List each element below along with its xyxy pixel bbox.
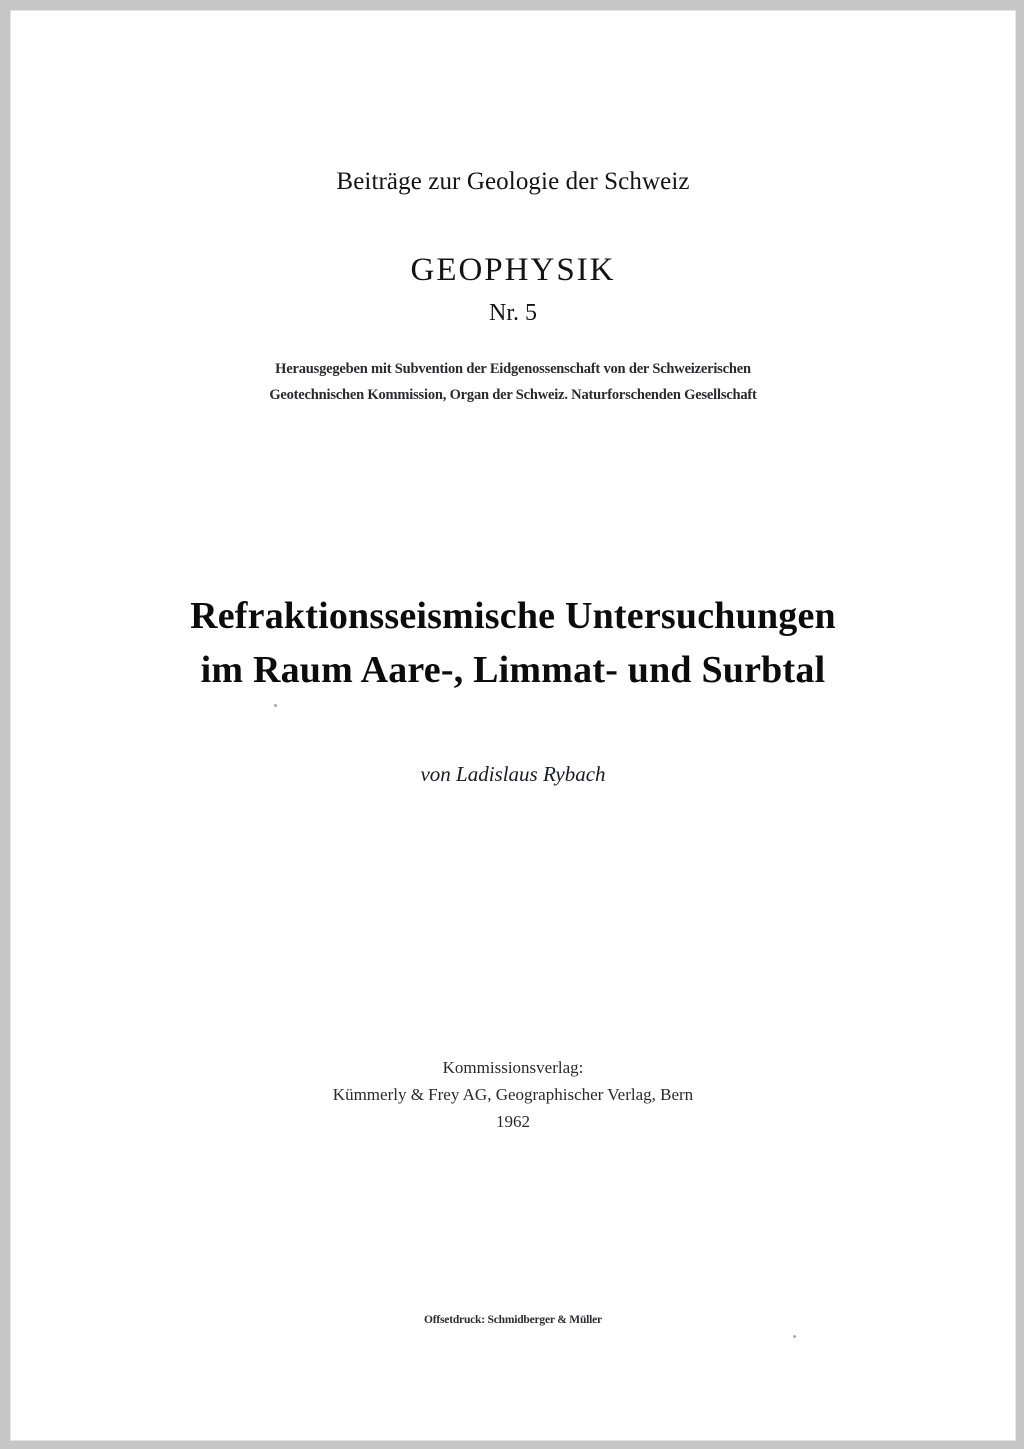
print-speck [274,704,277,707]
title-page [10,10,1016,1441]
title-line-1: Refraktionsseismische Untersuchungen [190,595,836,637]
author-line: von Ladislaus Rybach [420,762,606,786]
printer-credit: Offsetdruck: Schmidberger & Müller [424,1314,602,1326]
title-line-2: im Raum Aare-, Limmat- und Surbtal [200,649,826,691]
volume-number: Nr. 5 [489,300,537,326]
section-heading: GEOPHYSIK [410,252,616,288]
print-speck [793,1335,796,1338]
imprint-year: 1962 [496,1112,530,1131]
publisher-note-line-2: Geotechnischen Kommission, Organ der Schweiz. Naturforschenden Gesellschaft [269,387,757,403]
series-name: Beiträge zur Geologie der Schweiz [336,168,690,195]
publisher-note-line-1: Herausgegeben mit Subvention der Eidgenossenschaft von der Schweizerischen [275,361,751,377]
imprint-publisher: Kümmerly & Frey AG, Geographischer Verlag, Bern [332,1085,694,1104]
imprint-label: Kommissionsverlag: [442,1058,584,1077]
